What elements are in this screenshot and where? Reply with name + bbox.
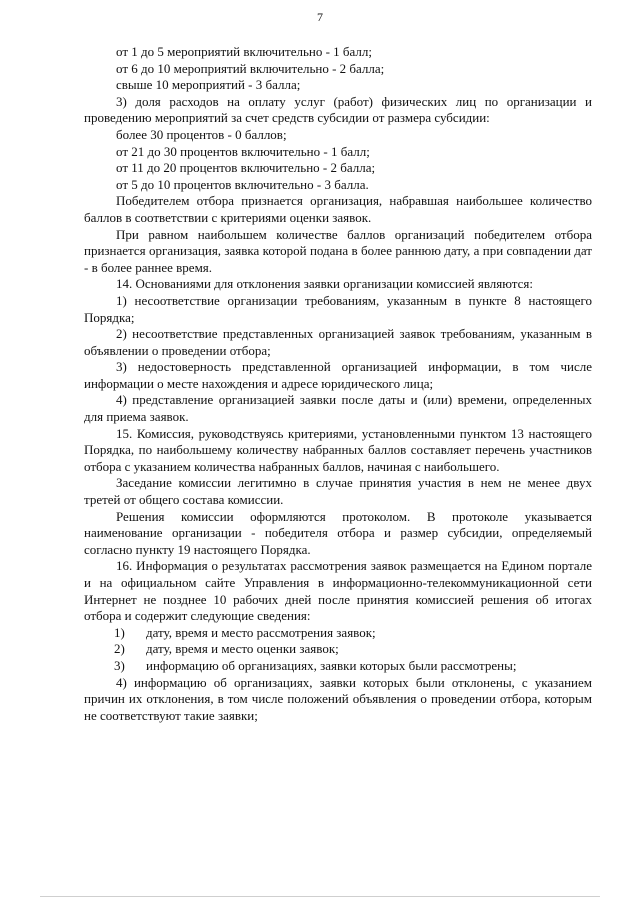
- clause-16-item-1: [84, 625, 592, 642]
- clause-16-item-3: [84, 658, 592, 675]
- scan-artifact-line: [40, 896, 600, 897]
- clause-14-item-1: 1) несоответствие организации требованиям, указанным в пункте 8 настоящего Порядка;: [84, 292, 592, 325]
- list-text: информацию об организациях, заявки которых были рассмотрены;: [146, 657, 517, 673]
- protocol-paragraph: Решения комиссии оформляются протоколом. В протоколе указывается наименование организации - победителя отбора и размер субсидии, определяемый согласно пункту 19 настоящего Порядка.: [84, 508, 592, 557]
- share-line-1: более 30 процентов - 0 баллов;: [116, 126, 287, 142]
- list-number: 3): [114, 657, 125, 673]
- clause-15: 15. Комиссия, руководствуясь критериями, установленными пунктом 13 настоящего Порядка, по наибольшему количеству набранных баллов составляет перечень участников отбора с указанием количества набранных баллов, начиная с наибольшего.: [84, 425, 592, 474]
- criterion-3: 3) доля расходов на оплату услуг (работ) физических лиц по организации и проведению мероприятий за счет средств субсидии от размера субсидии:: [84, 93, 592, 126]
- score-line-2: от 6 до 10 мероприятий включительно - 2 балла;: [116, 60, 385, 76]
- quorum-paragraph: Заседание комиссии легитимно в случае принятия участия в нем не менее двух третей от общего состава комиссии.: [84, 475, 592, 508]
- clause-14-item-4: 4) представление организацией заявки после даты и (или) времени, определенных для приема заявок.: [84, 392, 592, 425]
- share-line-3: от 11 до 20 процентов включительно - 2 балла;: [116, 160, 376, 176]
- list-text: дату, время и место оценки заявок;: [146, 641, 339, 657]
- winner-paragraph: Победителем отбора признается организация, набравшая наибольшее количество баллов в соответствии с критериями оценки заявок.: [84, 193, 592, 225]
- list-number: 1): [114, 624, 125, 640]
- share-line-4: от 5 до 10 процентов включительно - 3 балла.: [116, 176, 369, 192]
- document-body: [84, 44, 592, 724]
- clause-14-item-2: 2) несоответствие представленных организацией заявок требованиям, указанным в объявлении о проведении отбора;: [84, 326, 592, 358]
- clause-14-heading: 14. Основаниями для отклонения заявки организации комиссией являются:: [116, 276, 534, 292]
- clause-14-item-3: 3) недостоверность представленной организацией информации, в том числе информации о месте нахождения и адресе юридического лица;: [84, 359, 592, 391]
- score-line-3: свыше 10 мероприятий - 3 балла;: [116, 77, 301, 93]
- tie-paragraph: При равном наибольшем количестве баллов организаций победителем отбора признается организация, заявка которой подана в более раннюю дату, а при совпадении дат - в более раннее время.: [84, 226, 592, 275]
- list-number: 4): [116, 674, 127, 690]
- list-text: информацию об организациях, заявки которых были отклонены, с указанием причин их отклонения, в том числе положений объявления о проведении отбора, которым не соответствуют такие заявки;: [84, 674, 592, 723]
- list-number: 2): [114, 641, 125, 657]
- list-text: дату, время и место рассмотрения заявок;: [146, 624, 376, 640]
- share-line-2: от 21 до 30 процентов включительно - 1 балл;: [116, 143, 370, 159]
- clause-16-item-4: [84, 675, 592, 725]
- clause-16-item-2: [84, 641, 592, 658]
- score-line-1: от 1 до 5 мероприятий включительно - 1 балл;: [116, 44, 373, 59]
- clause-16: 16. Информация о результатах рассмотрения заявок размещается на Едином портале и на официальном сайте Управления в информационно-телекоммуникационной сети Интернет не позднее 10 рабочих дней после принятия комиссией решения об итогах отбора и содержит следующие сведения:: [84, 558, 592, 624]
- page-number: 7: [317, 10, 323, 24]
